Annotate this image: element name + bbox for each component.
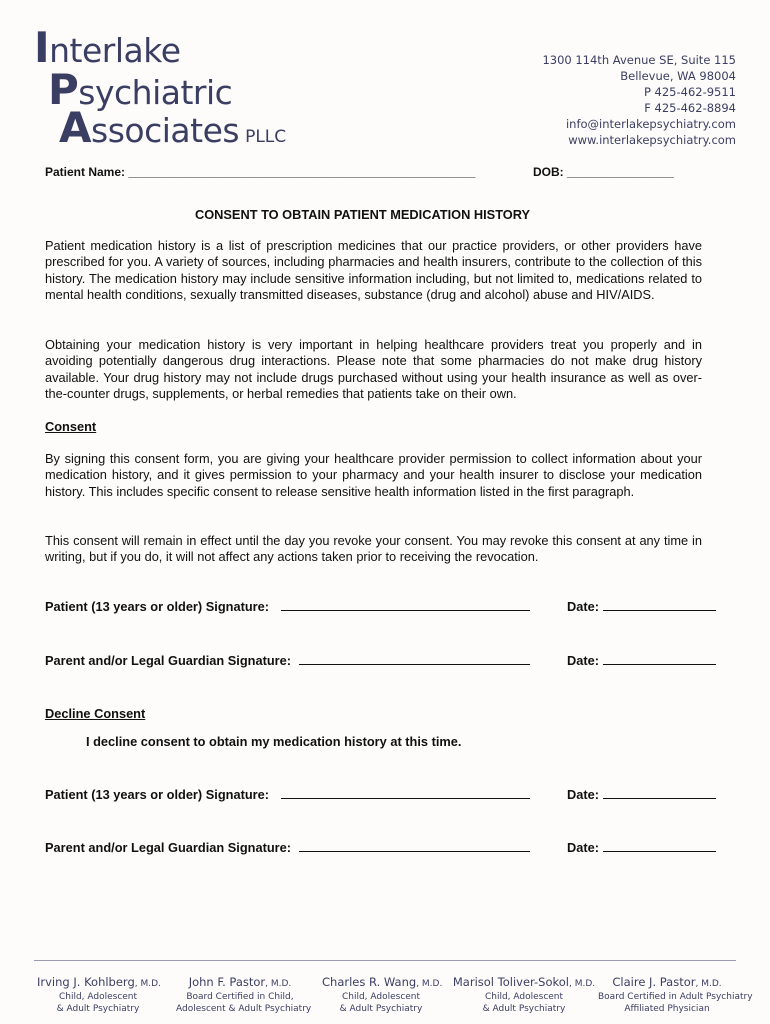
physician-john-pastor: John F. Pastor, M.D. Board Certified in Child, Adolescent & Adult Psychiatry bbox=[176, 975, 312, 1014]
decline-heading: Decline Consent bbox=[45, 706, 146, 721]
date-line[interactable] bbox=[603, 787, 716, 799]
address-line-2: Bellevue, WA 98004 bbox=[620, 69, 736, 83]
signature-line[interactable] bbox=[299, 840, 530, 852]
physician-list bbox=[0, 975, 770, 1020]
patient-name-field[interactable]: Patient Name: ____________________________________________________ bbox=[45, 165, 476, 179]
guardian-signature-label: Parent and/or Legal Guardian Signature: bbox=[45, 840, 292, 855]
paragraph-revocation: This consent will remain in effect until the day you revoke your consent. You may revoke this consent at any time in writing, but if you do, it will not affect any actions taken prior to receiving the revocation. bbox=[45, 533, 702, 565]
physician-toliver-sokol: Marisol Toliver-Sokol, M.D. Child, Adolescent & Adult Psychiatry bbox=[452, 975, 596, 1014]
guardian-signature-label: Parent and/or Legal Guardian Signature: bbox=[45, 653, 292, 668]
physician-kohlberg: Irving J. Kohlberg, M.D. Child, Adolescent & Adult Psychiatry bbox=[37, 975, 161, 1014]
date-field-decline-patient[interactable]: Date: bbox=[567, 787, 716, 802]
patient-signature-decline[interactable] bbox=[45, 787, 530, 802]
paragraph-history-definition: Patient medication history is a list of prescription medicines that our practice providers, or other providers have prescribed for you. A variety of sources, including pharmacies and health insurers, contribute to the collection of this history. The medication history may include sensitive information including, but not limited to, medications related to mental health conditions, sexually transmitted diseases, substance (drug and alcohol) abuse and HIV/AIDS. bbox=[45, 238, 702, 303]
footer-divider bbox=[34, 960, 736, 961]
patient-signature-consent[interactable] bbox=[45, 599, 530, 614]
date-line[interactable] bbox=[603, 599, 716, 611]
consent-heading: Consent bbox=[45, 419, 97, 434]
decline-statement: I decline consent to obtain my medication history at this time. bbox=[86, 734, 462, 749]
date-field-decline-guardian[interactable]: Date: bbox=[567, 840, 716, 855]
logo-line-2: Psychiatric bbox=[48, 65, 233, 114]
guardian-signature-decline[interactable] bbox=[45, 840, 530, 855]
email: info@interlakepsychiatry.com bbox=[565, 117, 736, 131]
signature-line[interactable] bbox=[281, 787, 530, 799]
patient-signature-label: Patient (13 years or older) Signature: bbox=[45, 787, 270, 802]
dob-field[interactable]: DOB: ________________ bbox=[533, 165, 674, 179]
date-line[interactable] bbox=[603, 840, 716, 852]
contact-block bbox=[542, 52, 736, 148]
paragraph-importance: Obtaining your medication history is very important in helping healthcare providers treat you properly and in avoiding potentially dangerous drug interactions. Please note that some pharmacies do not make drug history available. Your drug history may not include drugs purchased without using your health insurance as well as over-the-counter drugs, supplements, or herbal remedies that patients take on their own. bbox=[45, 337, 702, 402]
paragraph-consent: By signing this consent form, you are giving your healthcare provider permission to collect information about your medication history, and it gives permission to your pharmacy and your health insurer to disclose your medication history. This includes specific consent to release sensitive health information listed in the first paragraph. bbox=[45, 451, 702, 499]
patient-signature-label: Patient (13 years or older) Signature: bbox=[45, 599, 270, 614]
date-line[interactable] bbox=[603, 653, 716, 665]
signature-line[interactable] bbox=[281, 599, 530, 611]
address-line-1: 1300 114th Avenue SE, Suite 115 bbox=[542, 53, 736, 67]
physician-claire-pastor: Claire J. Pastor, M.D. Board Certified in Adult Psychiatry Affiliated Physician bbox=[598, 975, 753, 1014]
fax: F 425-462-8894 bbox=[644, 101, 736, 115]
physician-wang: Charles R. Wang, M.D. Child, Adolescent & Adult Psychiatry bbox=[322, 975, 443, 1014]
phone: P 425-462-9511 bbox=[643, 85, 736, 99]
guardian-signature-consent[interactable] bbox=[45, 653, 530, 668]
website: www.interlakepsychiatry.com bbox=[568, 133, 736, 147]
form-title: CONSENT TO OBTAIN PATIENT MEDICATION HISTORY bbox=[194, 207, 531, 222]
date-field-consent-guardian[interactable]: Date: bbox=[567, 653, 716, 668]
logo-line-1: Interlake bbox=[34, 23, 181, 72]
date-field-consent-patient[interactable]: Date: bbox=[567, 599, 716, 614]
logo-line-3: Associates PLLC bbox=[59, 103, 287, 152]
signature-line[interactable] bbox=[299, 653, 530, 665]
